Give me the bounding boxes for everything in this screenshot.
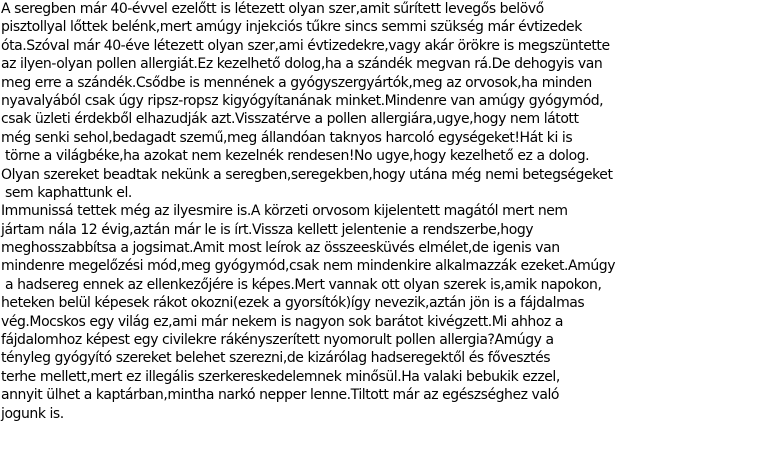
text-line: meg erre a szándék.Csődbe is mennének a gyógyszergyártók,meg az orvosok,ha minden <box>1 74 592 91</box>
text-line: meghosszabbítsa a jogsimat.Amit most leírok az összeesküvés elmélet,de igenis van <box>1 240 560 257</box>
text-line: törne a világbéke,ha azokat nem kezelnék rendesen!No ugye,hogy kezelhető ez a dolog. <box>1 148 590 165</box>
text-line: A seregben már 40-évvel ezelőtt is létezett olyan szer,amit sűrített levegős belövő <box>1 1 544 17</box>
text-line: csak üzleti érdekből elhazudják azt.Visszatérve a pollen allergiára,ugye,hogy nem látott <box>1 111 579 128</box>
text-line: Olyan szereket beadtak nekünk a seregben,seregekben,hogy utána még nemi betegségeket <box>1 166 613 183</box>
text-line: terhe mellett,mert ez illegális szerkereskedelemnek minősül.Ha valaki bebukik ezzel, <box>1 368 560 385</box>
text-line: fájdalomhoz képest egy civilekre rákényszerített nyomorult pollen allergia?Amúgy a <box>1 332 554 349</box>
text-line: heteken belül képesek rákot okozni(ezek a gyorsítók)így nevezik,aztán jön is a fájdalmas <box>1 295 585 312</box>
text-line: annyit ülhet a kaptárban,mintha narkó nepper lenne.Tiltott már az egészséghez való <box>1 387 560 404</box>
text-line: a hadsereg ennek az ellenkezőjére is képes.Mert vannak ott olyan szerek is,amik napokon, <box>1 276 602 293</box>
text-line: óta.Szóval már 40-éve létezett olyan szer,ami évtizedekre,vagy akár örökre is megszüntette <box>1 37 610 54</box>
text-line: Immunissá tettek még az ilyesmire is.A körzeti orvosom kijelentett magától mert nem <box>1 203 568 220</box>
text-line: az ilyen-olyan pollen allergiát.Ez kezelhető dolog,ha a szándék megvan rá.De dehogyis van <box>1 56 603 73</box>
text-line: vég.Mocskos egy világ ez,ami már nekem is nagyon sok barátot kivégzett.Mi ahhoz a <box>1 313 563 330</box>
text-line: jártam nála 12 évig,aztán már le is írt.Vissza kellett jelentenie a rendszerbe,hogy <box>1 221 534 238</box>
text-line: jogunk is. <box>1 405 64 422</box>
text-line: pisztollyal lőttek belénk,mert amúgy injekciós tűkre sincs semmi szükség már évtizedek <box>1 19 582 36</box>
text-line: mindenre megelőzési mód,meg gyógymód,csak nem mindenkire alkalmazzák ezeket.Amúgy <box>1 258 616 275</box>
document-body <box>1 0 777 423</box>
text-line: nyavalyából csak úgy ripsz-ropsz kigyógyítanának minket.Mindenre van amúgy gyógymód, <box>1 92 604 109</box>
text-line: tényleg gyógyító szereket belehet szerezni,de kizárólag hadseregektől és fővesztés <box>1 350 551 367</box>
text-line: sem kaphattunk el. <box>1 184 132 201</box>
text-line: még senki sehol,bedagadt szemű,meg állandóan taknyos harcoló egységeket!Hát ki is <box>1 129 573 146</box>
